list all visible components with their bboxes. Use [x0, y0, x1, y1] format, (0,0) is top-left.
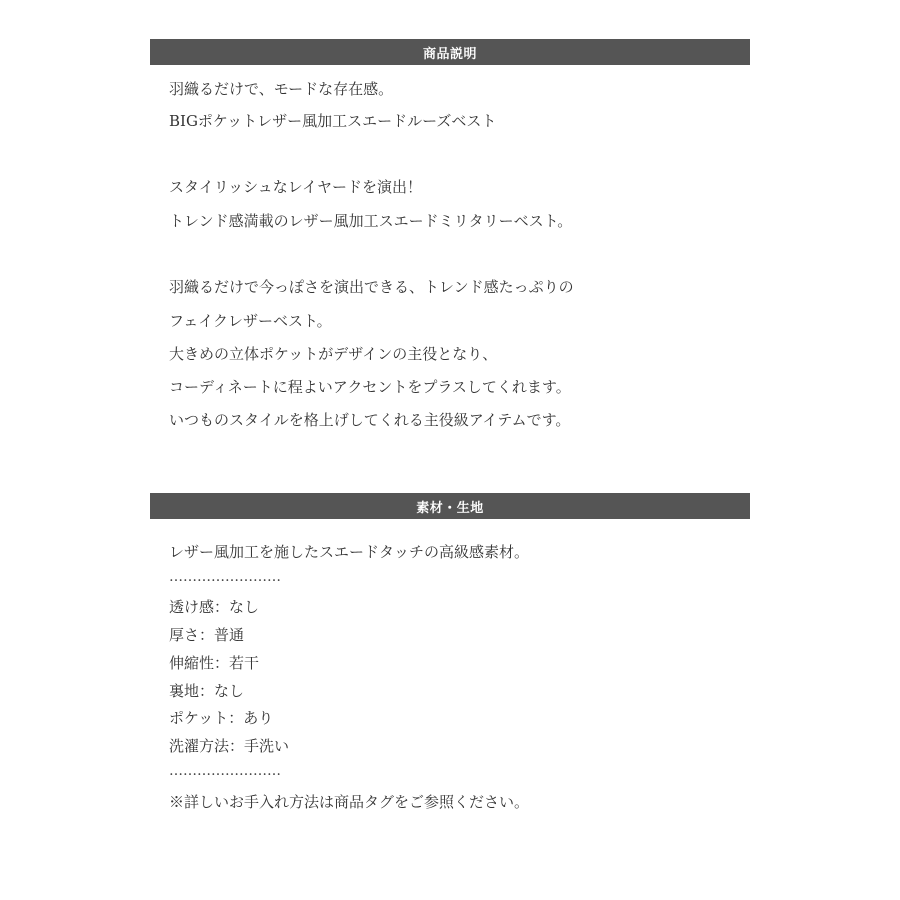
description-line: 大きめの立体ポケットがデザインの主役となり、 [169, 345, 498, 363]
section-header-material-label: 素材・生地 [416, 500, 484, 516]
description-line: 羽織るだけで、モードな存在感。 [169, 80, 394, 98]
section-header-description [150, 39, 750, 65]
description-line: フェイクレザーベスト。 [169, 312, 332, 330]
spec-item: 洗濯方法：手洗い [169, 737, 290, 755]
section-header-material [150, 493, 750, 519]
description-line: コーディネートに程よいアクセントをプラスしてくれます。 [169, 378, 571, 396]
description-line: 羽織るだけで今っぽさを演出できる、トレンド感たっぷりの [169, 278, 574, 296]
care-note: ※詳しいお手入れ方法は商品タグをご参照ください。 [169, 793, 530, 811]
separator-dots: …………………… [169, 763, 281, 779]
spec-item: 透け感：なし [169, 598, 260, 616]
spec-item: ポケット：あり [169, 709, 274, 727]
spec-item: 伸縮性：若干 [169, 654, 260, 672]
description-line: スタイリッシュなレイヤードを演出！ [169, 178, 423, 196]
section-header-description-label: 商品説明 [422, 46, 477, 62]
description-line: BIGポケットレザー風加工スエードルーズベスト [169, 112, 497, 130]
spec-item: 厚さ：普通 [169, 626, 245, 644]
spec-item: 裏地：なし [169, 682, 245, 700]
description-line: トレンド感満載のレザー風加工スエードミリタリーベスト。 [169, 212, 573, 230]
separator-dots: …………………… [169, 569, 281, 585]
material-intro: レザー風加工を施したスエードタッチの高級感素材。 [169, 543, 530, 561]
description-line: いつものスタイルを格上げしてくれる主役級アイテムです。 [169, 411, 571, 429]
